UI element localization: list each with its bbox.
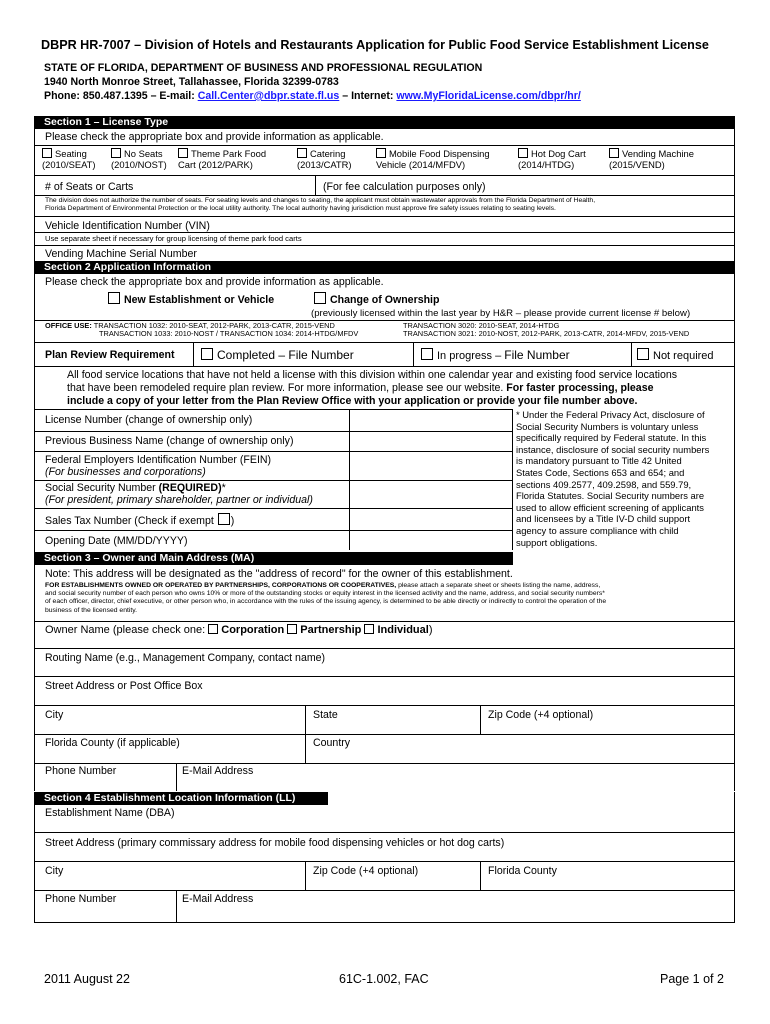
plan-not-required-checkbox[interactable] (637, 348, 649, 360)
change-ownership-checkbox[interactable] (314, 292, 326, 304)
previous-business-label: Previous Business Name (change of ownership only) (45, 435, 294, 447)
location-zip-label: Zip Code (+4 optional) (313, 865, 419, 877)
corporation-checkbox[interactable] (208, 624, 218, 634)
section2-instruction: Please check the appropriate box and provide information as applicable. (45, 276, 384, 288)
individual-checkbox[interactable] (364, 624, 374, 634)
mobile-food-checkbox[interactable] (376, 148, 386, 158)
owner-county-label: Florida County (if applicable) (45, 737, 180, 749)
vending-serial-label: Vending Machine Serial Number (45, 248, 197, 260)
section1-heading: Section 1 – License Type (34, 116, 735, 129)
plan-completed-checkbox[interactable] (201, 348, 213, 360)
option-catering[interactable]: Catering (2013/CATR) (297, 148, 352, 170)
option-hot-dog[interactable]: Hot Dog Cart (2014/HTDG) (518, 148, 586, 170)
section2-heading: Section 2 Application Information (34, 261, 735, 274)
section4-heading: Section 4 Establishment Location Information (LL) (34, 792, 328, 805)
division-note: The division does not authorize the number of seats. For seating levels and changes to seating, the applicant must obtain wastewater approvals from the Florida Department of Health, Florida Department of Environmental Protection or the local utility authority. The local authority having jurisdiction must approve fire safety issues relating to seating levels. (45, 197, 596, 213)
location-county-label: Florida County (488, 865, 557, 877)
owner-city-label: City (45, 709, 64, 721)
email-link[interactable]: Call.Center@dbpr.state.fl.us (197, 90, 340, 102)
sales-tax-label: Sales Tax Number (Check if exempt ) (45, 515, 235, 527)
plan-in-progress-checkbox[interactable] (421, 348, 433, 360)
fee-note: (For fee calculation purposes only) (323, 181, 486, 193)
frame-bottom (34, 922, 735, 923)
plan-not-required-option[interactable]: Not required (637, 348, 714, 362)
option-no-seats[interactable]: No Seats (2010/NOST) (111, 148, 167, 170)
internet-text: – Internet: (339, 90, 397, 102)
section1-instruction: Please check the appropriate box and provide information as applicable. (45, 131, 384, 143)
address-of-record-note: Note: This address will be designated as the "address of record" for the owner of this establishment. (45, 568, 513, 580)
owner-state-label: State (313, 709, 338, 721)
option-seating[interactable]: Seating (2010/SEAT) (42, 148, 96, 170)
vin-label: Vehicle Identification Number (VIN) (45, 220, 210, 232)
previously-licensed-note: (previously licensed within the last year by H&R – please provide current license # below) (311, 308, 691, 319)
footer-rule-code: 61C-1.002, FAC (339, 972, 429, 986)
owner-email-label: E-Mail Address (182, 765, 254, 777)
plan-review-paragraph: All food service locations that have not held a license with this division within one calendar year and existing food service locations that have been remodeled require plan review. For more information, please see our website. For faster processing, please include a copy of your letter from the Plan Review Office with your application or provide your file number above. (67, 369, 678, 407)
sales-tax-exempt-checkbox[interactable] (218, 513, 230, 525)
option-theme-park[interactable]: Theme Park Food Cart (2012/PARK) (178, 148, 267, 170)
ownership-disclosure: FOR ESTABLISHMENTS OWNED OR OPERATED BY PARTNERSHIPS, CORPORATIONS OR COOPERATIVES, please attach a separate sheet or sheets listing the name, address, and social security number of each person who owns 10% or more of the outstanding stocks or equity interest in the licensed activity and the name, address, and social security numbers* of each officer, director, chief executive, or other person who, in accordance with the rules of the issuing agency, is determined to be able directly or indirectly to control the operation of the business of the licensed entity. (45, 582, 607, 614)
website-link[interactable]: www.MyFloridaLicense.com/dbpr/hr/ (396, 90, 581, 102)
plan-in-progress-option[interactable]: In progress – File Number (421, 348, 570, 362)
plan-review-label: Plan Review Requirement (45, 349, 175, 361)
option-vending[interactable]: Vending Machine (2015/VEND) (609, 148, 694, 170)
option-mobile-food[interactable]: Mobile Food Dispensing Vehicle (2014/MFDV) (376, 148, 490, 170)
section3-heading: Section 3 – Owner and Main Address (MA) (34, 552, 513, 565)
location-street-label: Street Address (primary commissary address for mobile food dispensing vehicles or hot dog carts) (45, 837, 505, 849)
location-city-label: City (45, 865, 64, 877)
hot-dog-checkbox[interactable] (518, 148, 528, 158)
footer-date: 2011 August 22 (44, 972, 130, 986)
seats-label: # of Seats or Carts (45, 181, 134, 193)
license-number-label: License Number (change of ownership only) (45, 414, 253, 426)
footer-page-number: Page 1 of 2 (660, 972, 724, 986)
opening-date-label: Opening Date (MM/DD/YYYY) (45, 535, 188, 547)
separate-sheet-note: Use separate sheet if necessary for group licensing of theme park food carts (45, 234, 302, 243)
fein-label: Federal Employers Identification Number (FEIN) (For businesses and corporations) (45, 454, 272, 478)
contact-line (44, 90, 581, 102)
office-use-right: TRANSACTION 3020: 2010-SEAT, 2014-HTDG TRANSACTION 3021: 2010-NOST, 2012-PARK, 2013-CATR, 2014-MFDV, 2015-VEND (403, 321, 690, 339)
privacy-notice: * Under the Federal Privacy Act, disclosure of Social Security Numbers is voluntary unless specifically required by Federal statute. In this instance, disclosure of social security numbers is mandatory pursuant to Title 42 United States Code, Sections 653 and 654; and sections 409.2577, 409.2598, and 559.79, Florida Statutes. Social Security numbers are used to allow efficient screening of applicants and licensees by a Title IV-D child support agency to assure compliance with child support obligations. (516, 409, 710, 548)
partnership-checkbox[interactable] (287, 624, 297, 634)
new-establishment-option[interactable]: New Establishment or Vehicle (108, 292, 274, 306)
catering-checkbox[interactable] (297, 148, 307, 158)
theme-park-checkbox[interactable] (178, 148, 188, 158)
agency-name: STATE OF FLORIDA, DEPARTMENT OF BUSINESS AND PROFESSIONAL REGULATION (44, 62, 483, 74)
owner-country-label: Country (313, 737, 351, 749)
ssn-label: Social Security Number (REQUIRED)* (For president, primary shareholder, partner or individual) (45, 482, 313, 506)
seating-checkbox[interactable] (42, 148, 52, 158)
owner-zip-label: Zip Code (+4 optional) (488, 709, 594, 721)
owner-street-label: Street Address or Post Office Box (45, 680, 203, 692)
new-establishment-checkbox[interactable] (108, 292, 120, 304)
routing-name-label: Routing Name (e.g., Management Company, contact name) (45, 652, 326, 664)
dba-label: Establishment Name (DBA) (45, 807, 175, 819)
form-title: DBPR HR-7007 – Division of Hotels and Restaurants Application for Public Food Service Establishment License (41, 38, 709, 52)
phone-text: Phone: 850.487.1395 – E-mail: (44, 90, 198, 102)
location-email-label: E-Mail Address (182, 893, 254, 905)
plan-completed-option[interactable]: Completed – File Number (201, 348, 354, 361)
owner-phone-label: Phone Number (45, 765, 117, 777)
no-seats-checkbox[interactable] (111, 148, 121, 158)
location-phone-label: Phone Number (45, 893, 117, 905)
vending-checkbox[interactable] (609, 148, 619, 158)
owner-name-label: Owner Name (please check one: Corporation Partnership Individual) (45, 624, 433, 636)
change-ownership-option[interactable]: Change of Ownership (314, 292, 439, 306)
agency-address: 1940 North Monroe Street, Tallahassee, Florida 32399-0783 (44, 76, 339, 88)
office-use-left: OFFICE USE: TRANSACTION 1032: 2010-SEAT, 2012-PARK, 2013-CATR, 2015-VEND TRANSACTION 1033: 2010-NOST / TRANSACTION 1034: 2014-HTDG/MFDV (45, 321, 359, 339)
